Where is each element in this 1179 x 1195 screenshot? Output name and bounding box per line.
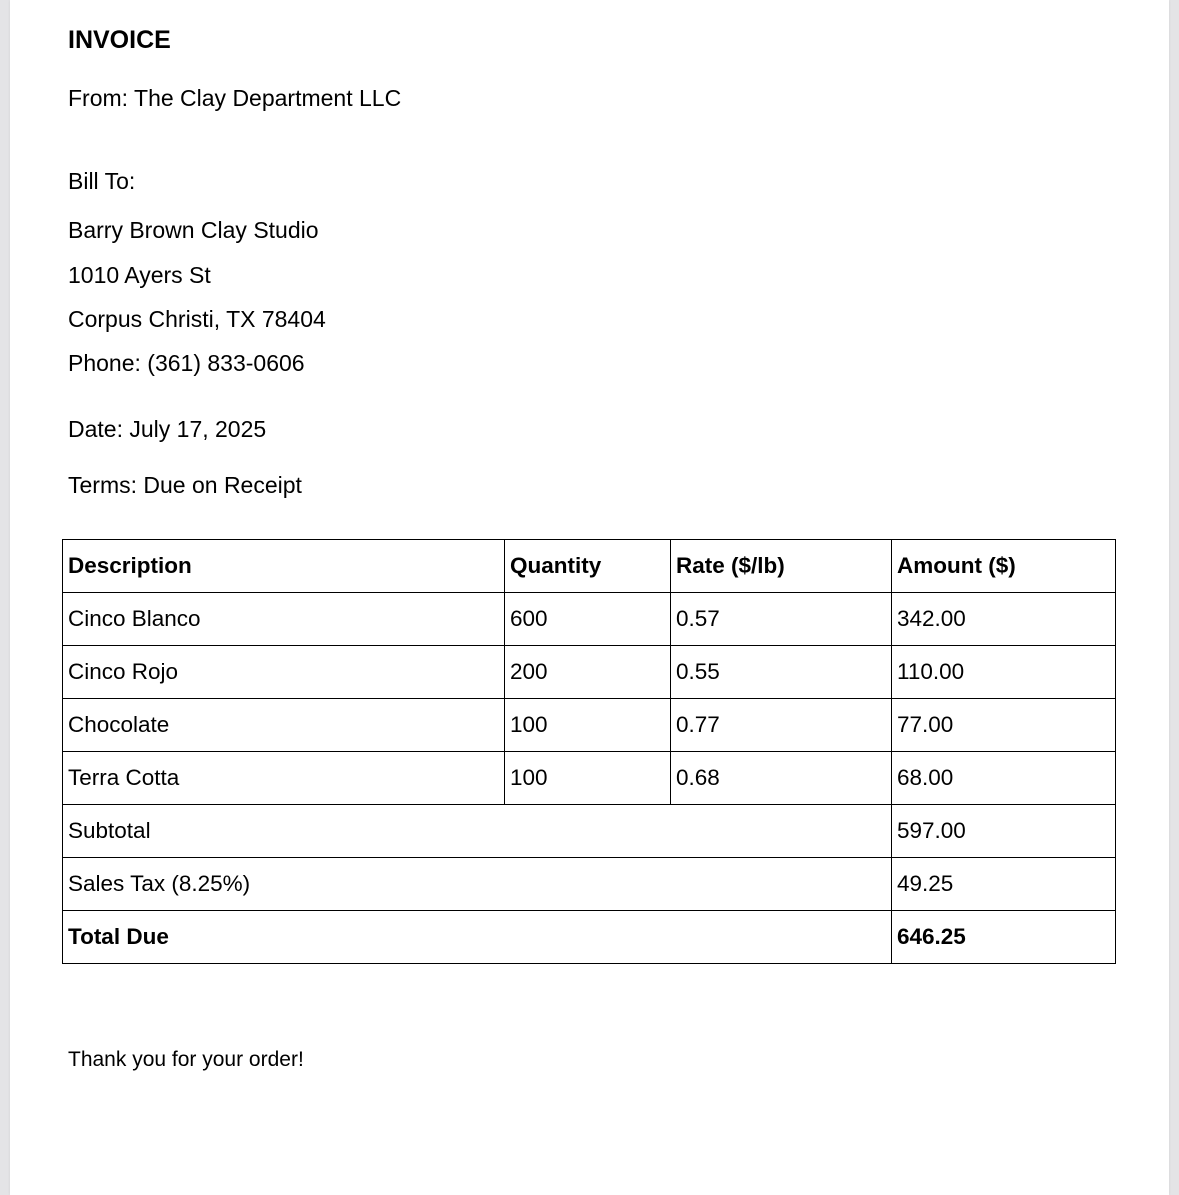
customer-name: Barry Brown Clay Studio [68,217,319,243]
cell-quantity: 100 [505,699,671,752]
invoice-terms: Terms: Due on Receipt [68,472,302,498]
customer-street: 1010 Ayers St [68,262,211,288]
table-row [63,752,1116,805]
table-row [63,593,1116,646]
total-label: Total Due [63,911,892,964]
cell-amount: 77.00 [892,699,1116,752]
cell-description: Terra Cotta [63,752,505,805]
table-row [63,699,1116,752]
cell-amount: 110.00 [892,646,1116,699]
header-quantity: Quantity [505,540,671,593]
cell-rate: 0.57 [671,593,892,646]
table-row [63,646,1116,699]
customer-phone: Phone: (361) 833-0606 [68,350,305,376]
tax-label: Sales Tax (8.25%) [63,858,892,911]
header-description: Description [63,540,505,593]
table-header-row [63,540,1116,593]
cell-rate: 0.77 [671,699,892,752]
cell-quantity: 100 [505,752,671,805]
cell-description: Chocolate [63,699,505,752]
cell-description: Cinco Blanco [63,593,505,646]
invoice-table [62,539,1116,964]
thank-you-note: Thank you for your order! [68,1048,304,1071]
subtotal-label: Subtotal [63,805,892,858]
tax-value: 49.25 [892,858,1116,911]
invoice-page [10,0,1169,1195]
cell-quantity: 600 [505,593,671,646]
invoice-date: Date: July 17, 2025 [68,416,267,442]
cell-amount: 342.00 [892,593,1116,646]
cell-description: Cinco Rojo [63,646,505,699]
cell-rate: 0.68 [671,752,892,805]
cell-rate: 0.55 [671,646,892,699]
tax-row [63,858,1116,911]
customer-city: Corpus Christi, TX 78404 [68,306,326,332]
from-line: From: The Clay Department LLC [68,85,402,111]
invoice-title: INVOICE [68,26,171,54]
total-value: 646.25 [892,911,1116,964]
cell-quantity: 200 [505,646,671,699]
bill-to-label: Bill To: [68,168,136,194]
header-amount: Amount ($) [892,540,1116,593]
subtotal-value: 597.00 [892,805,1116,858]
total-row [63,911,1116,964]
header-rate: Rate ($/lb) [671,540,892,593]
cell-amount: 68.00 [892,752,1116,805]
subtotal-row [63,805,1116,858]
